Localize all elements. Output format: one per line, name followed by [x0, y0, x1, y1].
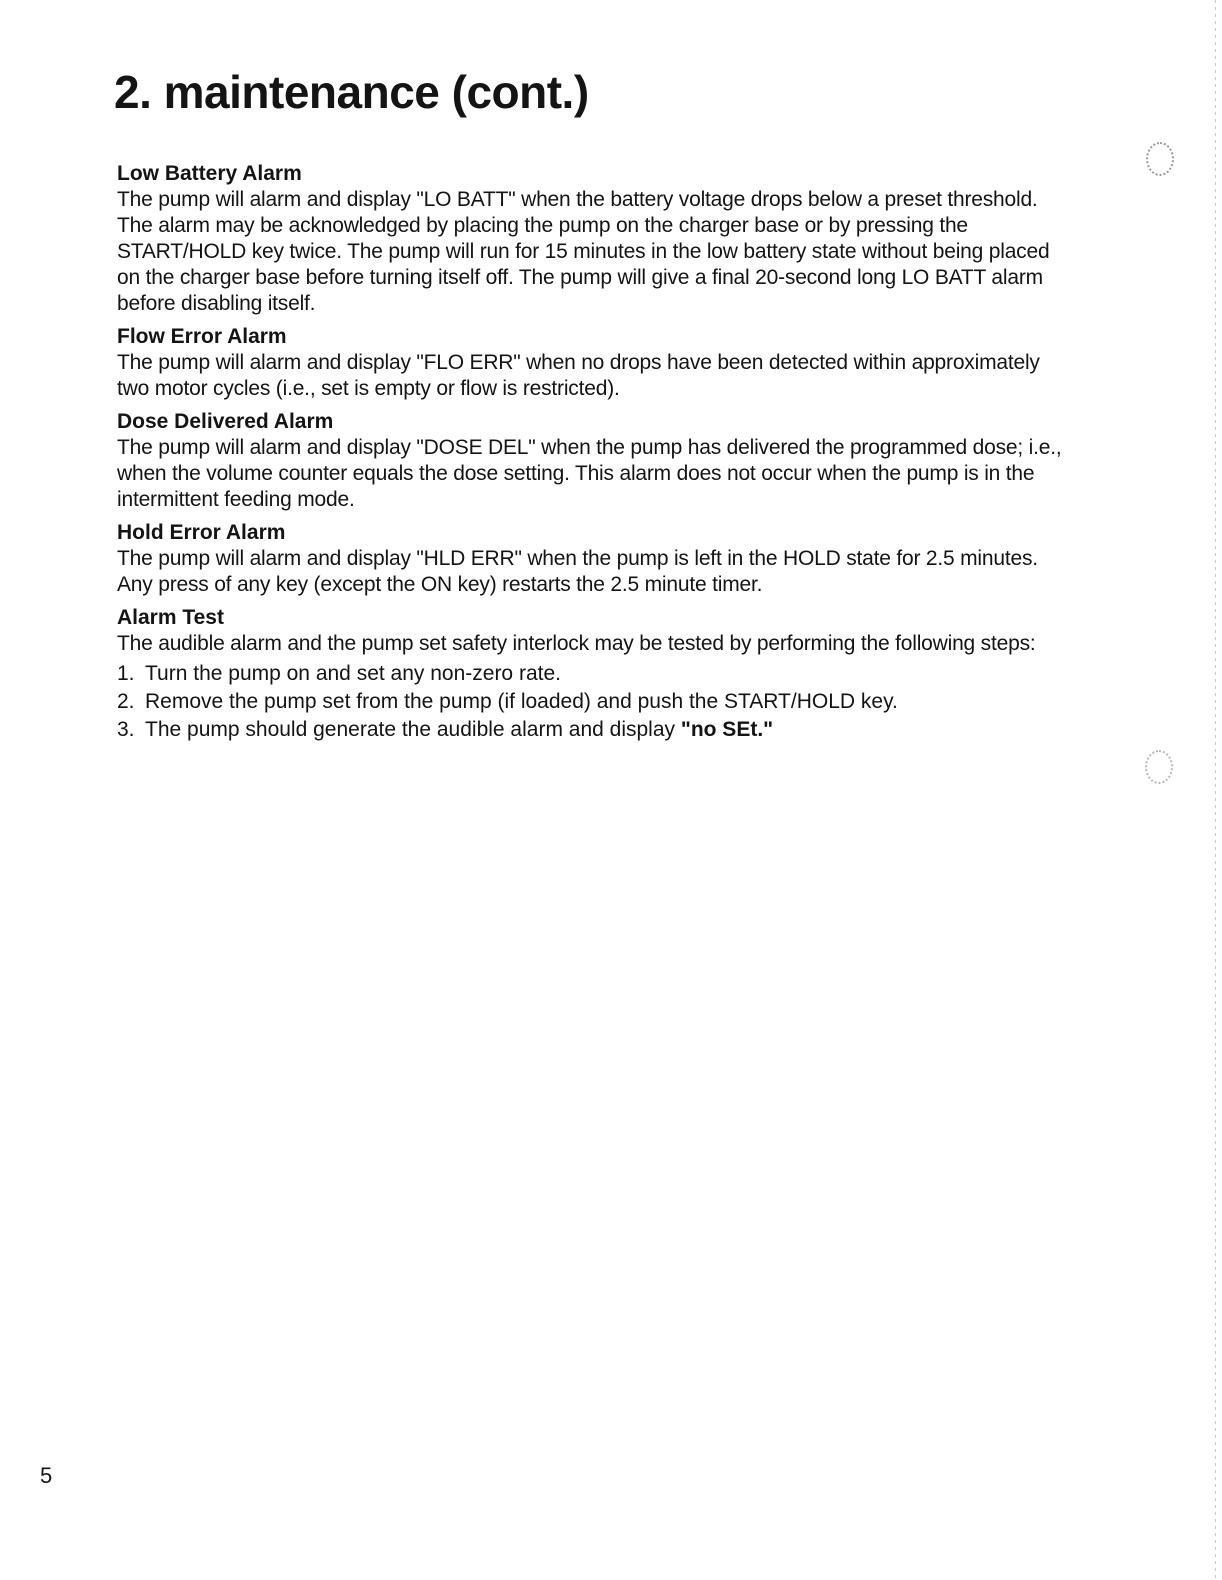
content: [117, 160, 1067, 750]
section-heading: Hold Error Alarm: [117, 521, 286, 544]
list-item: [117, 660, 1067, 688]
step-number: 3.: [117, 718, 135, 741]
section-heading: Low Battery Alarm: [117, 162, 302, 185]
step-number: 1.: [117, 662, 135, 685]
scan-edge-line: [1215, 0, 1216, 1580]
section-body: The pump will alarm and display "HLD ERR" when the pump is left in the HOLD state for 2.5 minutes. Any press of any key (except the ON key) restarts the 2.5 minute timer.: [117, 547, 1038, 596]
display-code: "no SEt.": [680, 718, 774, 741]
section-heading: Alarm Test: [117, 606, 224, 629]
section-heading: Dose Delivered Alarm: [117, 410, 334, 433]
punch-hole-mark: [1146, 142, 1174, 176]
step-text: The pump should generate the audible alarm and display: [145, 718, 681, 741]
section-dose-delivered-alarm: [117, 408, 1067, 513]
list-item: [117, 716, 1067, 744]
section-body: The pump will alarm and display "LO BATT" when the battery voltage drops below a preset threshold. The alarm may be acknowledged by placing the pump on the charger base or by pressing the START/HOLD key twice. The pump will run for 15 minutes in the low battery state without being placed on the charger base before turning itself off. The pump will give a final 20-second long LO BATT alarm before disabling itself.: [117, 188, 1050, 315]
step-number: 2.: [117, 690, 135, 713]
section-body: The pump will alarm and display "FLO ERR" when no drops have been detected within approximately two motor cycles (i.e., set is empty or flow is restricted).: [117, 351, 1040, 400]
list-item: [117, 688, 1067, 716]
page-title: 2. maintenance (cont.): [114, 66, 589, 118]
alarm-test-steps: [117, 660, 1067, 744]
page-number: 5: [40, 1463, 53, 1488]
section-low-battery-alarm: [117, 160, 1067, 317]
step-text: Turn the pump on and set any non-zero rate.: [145, 662, 561, 685]
section-body: The audible alarm and the pump set safety interlock may be tested by performing the following steps:: [117, 632, 1036, 655]
punch-hole-mark: [1145, 750, 1173, 784]
step-text: Remove the pump set from the pump (if loaded) and push the START/HOLD key.: [145, 690, 898, 713]
section-heading: Flow Error Alarm: [117, 325, 287, 348]
section-hold-error-alarm: [117, 519, 1067, 598]
section-flow-error-alarm: [117, 323, 1067, 402]
section-body: The pump will alarm and display "DOSE DEL" when the pump has delivered the programmed dose; i.e., when the volume counter equals the dose setting. This alarm does not occur when the pump is in the intermittent feeding mode.: [117, 436, 1062, 511]
section-alarm-test: [117, 604, 1067, 744]
